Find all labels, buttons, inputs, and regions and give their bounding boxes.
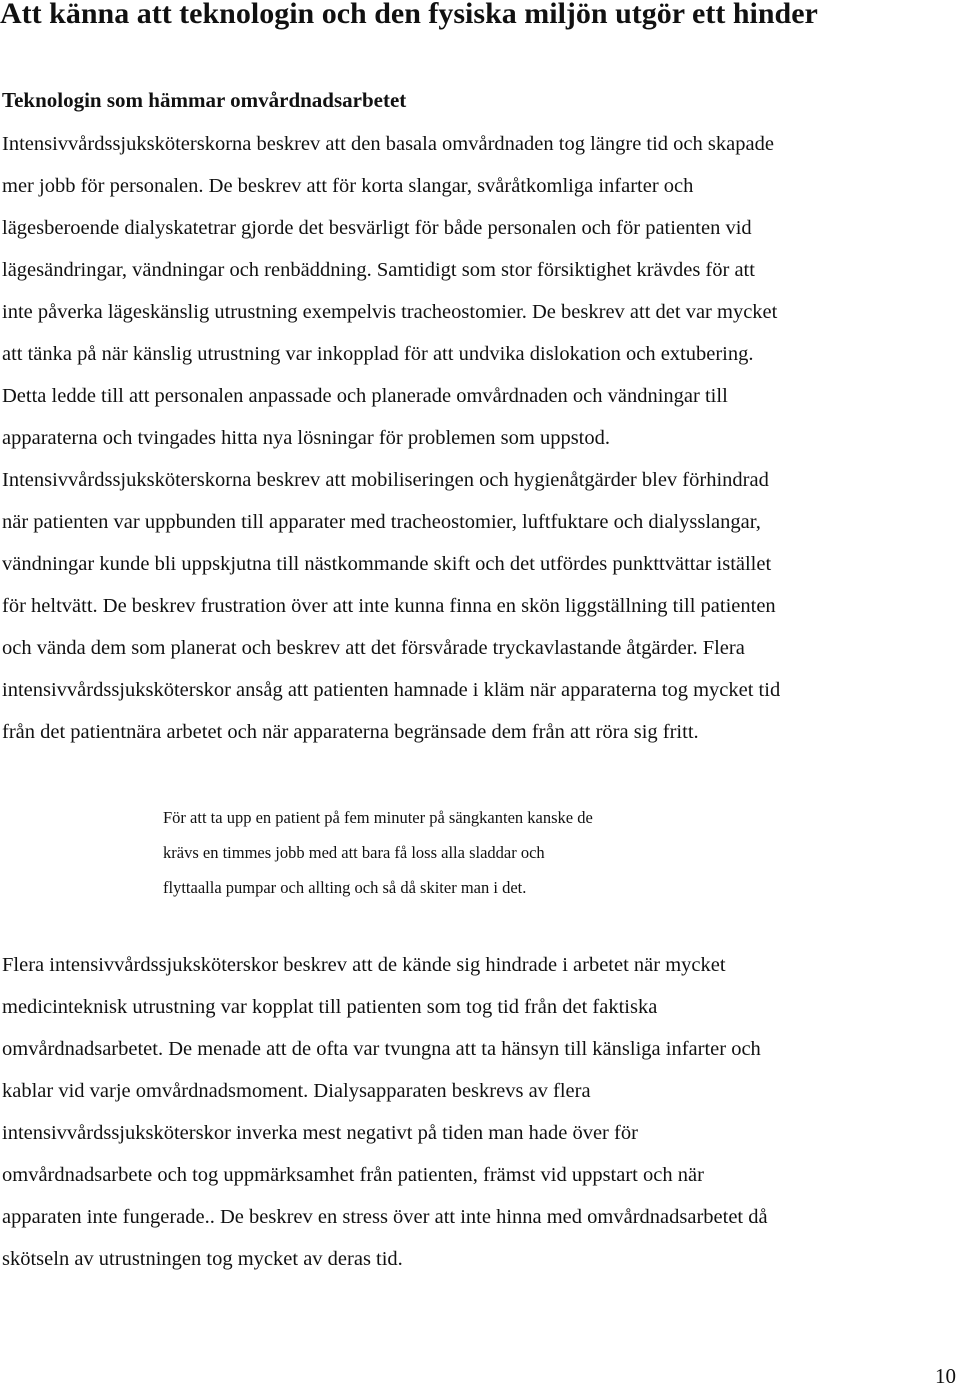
text-line: apparaterna och tvingades hitta nya lösningar för problemen som uppstod. [2, 427, 611, 449]
text-line: när patienten var uppbunden till apparater med tracheostomier, luftfuktare och dialysslangar, [2, 511, 761, 533]
text-line: att tänka på när känslig utrustning var inkopplad för att undvika dislokation och extubering. [2, 343, 754, 365]
text-line: omvårdnadsarbete och tog uppmärksamhet från patienten, främst vid uppstart och när [2, 1164, 704, 1186]
text-line: och vända dem som planerat och beskrev att det försvårade tryckavlastande åtgärder. Flera [2, 637, 745, 659]
subsection-heading: Teknologin som hämmar omvårdnadsarbetet [2, 88, 407, 112]
text-line: mer jobb för personalen. De beskrev att för korta slangar, svåråtkomliga infarter och [2, 175, 694, 197]
text-line: intensivvårdssjuksköterskor ansåg att patienten hamnade i kläm när apparaterna tog mycket tid [2, 679, 781, 701]
text-line: kablar vid varje omvårdnadsmoment. Dialysapparaten beskrevs av flera [2, 1080, 591, 1102]
text-line: vändningar kunde bli uppskjutna till nästkommande skift och det utfördes punkttvättar istället [2, 553, 772, 575]
text-line: skötseln av utrustningen tog mycket av deras tid. [2, 1248, 403, 1270]
text-line: lägesberoende dialyskatetrar gjorde det besvärligt för både personalen och för patienten vid [2, 217, 752, 239]
section-heading: Att känna att teknologin och den fysiska miljön utgör ett hinder [0, 0, 818, 30]
paragraph-1 [2, 123, 942, 753]
text-line: Flera intensivvårdssjuksköterskor beskrev att de kände sig hindrade i arbetet när mycket [2, 954, 726, 976]
text-line: medicinteknisk utrustning var kopplat till patienten som tog tid från det faktiska [2, 996, 658, 1018]
text-line: apparaten inte fungerade.. De beskrev en stress över att inte hinna med omvårdnadsarbetet då [2, 1206, 768, 1228]
text-line: från det patientnära arbetet och när apparaterna begränsade dem från att röra sig fritt. [2, 721, 699, 743]
text-line: Intensivvårdssjuksköterskorna beskrev att den basala omvårdnaden tog längre tid och skapade [2, 133, 774, 155]
text-line: inte påverka lägeskänslig utrustning exempelvis tracheostomier. De beskrev att det var mycket [2, 301, 778, 323]
text-line: lägesändringar, vändningar och renbäddning. Samtidigt som stor försiktighet krävdes för att [2, 259, 755, 281]
text-line: flyttaalla pumpar och allting och så då skiter man i det. [163, 878, 527, 897]
text-line: Intensivvårdssjuksköterskorna beskrev att mobiliseringen och hygienåtgärder blev förhindrad [2, 469, 769, 491]
text-line: Detta ledde till att personalen anpassade och planerade omvårdnaden och vändningar till [2, 385, 728, 407]
text-line: för heltvätt. De beskrev frustration över att inte kunna finna en skön liggställning till patienten [2, 595, 776, 617]
page-number: 10 [935, 1364, 956, 1388]
text-line: krävs en timmes jobb med att bara få loss alla sladdar och [163, 843, 545, 862]
paragraph-2 [2, 944, 942, 1280]
text-line: intensivvårdssjuksköterskor inverka mest negativt på tiden man hade över för [2, 1122, 638, 1144]
text-line: För att ta upp en patient på fem minuter på sängkanten kanske de [163, 808, 593, 827]
interview-quote [163, 800, 593, 905]
text-line: omvårdnadsarbetet. De menade att de ofta var tvungna att ta hänsyn till känsliga infarter och [2, 1038, 761, 1060]
